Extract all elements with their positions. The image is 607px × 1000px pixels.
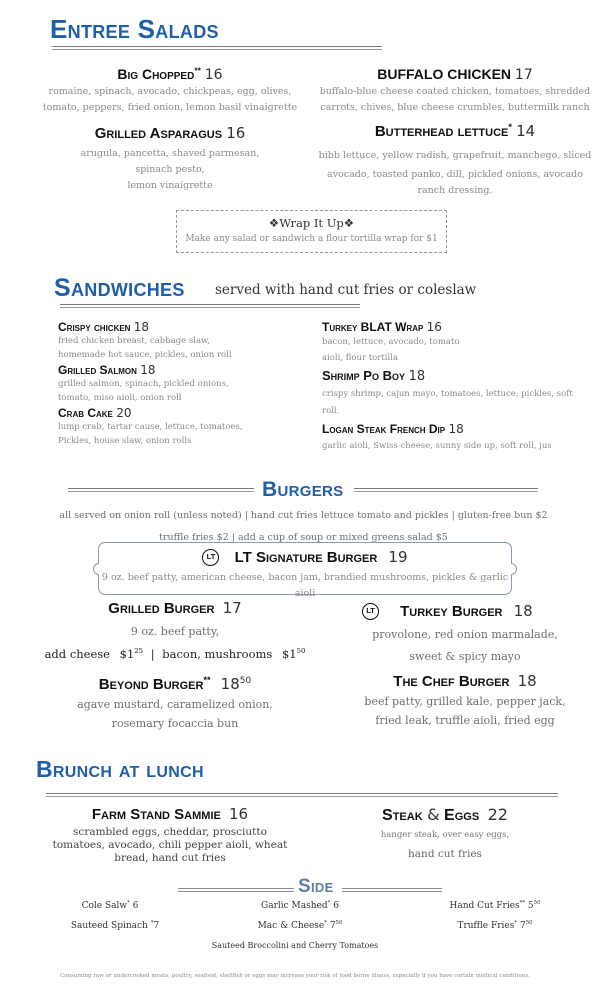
item-price: 16 bbox=[204, 67, 223, 83]
section-subtitle: served with hand cut fries or coleslaw bbox=[215, 282, 477, 298]
side-item: Hand Cut Fries** $5^{50}$ bbox=[449, 900, 541, 911]
item-price: 20 bbox=[116, 406, 132, 420]
section-title-sandwiches: Sandwiches bbox=[54, 274, 185, 302]
item-mark: * bbox=[508, 122, 512, 132]
item-name: The Chef Burger bbox=[393, 673, 510, 690]
item-price: 18 bbox=[133, 320, 150, 334]
item-price: 18 bbox=[140, 363, 156, 377]
sandwiches-right-column bbox=[322, 320, 592, 454]
lt-house-favorite-icon: LT bbox=[362, 603, 379, 620]
item-addons: add cheese $\$1^{25}$ | bacon, mushrooms $\$1^{50}$ bbox=[44, 647, 306, 661]
divider bbox=[52, 46, 382, 50]
side-item: Mac & Cheese* $7^{50}$ bbox=[257, 920, 343, 931]
divider bbox=[46, 793, 558, 797]
item-description: romaine, spinach, avocado, chickpeas, egg, olives, tomato, peppers, fried onion, lemon basil vinaigrette bbox=[42, 86, 298, 113]
item-price: 17 bbox=[514, 67, 533, 83]
item-description: beef patty, grilled kale, pepper jack, fried leak, truffle aioli, fried egg bbox=[364, 695, 566, 727]
item-name: Turkey BLAT Wrap bbox=[322, 320, 424, 334]
menu-item bbox=[58, 320, 308, 362]
menu-item bbox=[40, 66, 300, 116]
brace-right-icon bbox=[511, 563, 517, 575]
item-name: Logan Steak French Dip bbox=[322, 422, 446, 436]
menu-item bbox=[322, 368, 592, 420]
wrap-it-up-box bbox=[176, 210, 447, 253]
item-mark: ** bbox=[203, 675, 211, 685]
item-description: grilled salmon, spinach, pickled onions, tomato, miso aioli, onion roll bbox=[58, 379, 229, 403]
item-name: Butterhead lettuce bbox=[374, 123, 509, 140]
side-item: Truffle Fries* $7^{50}$ bbox=[457, 920, 533, 931]
item-description: agave mustard, caramelized onion, rosemary focaccia bun bbox=[77, 698, 273, 730]
menu-item bbox=[330, 672, 600, 730]
item-name: Shrimp Po Boy bbox=[322, 368, 405, 383]
item-name: Turkey Burger bbox=[400, 603, 503, 620]
item-description: lump crab, tartar cause, lettuce, tomatoes, Pickles, house slaw, onion rolls bbox=[58, 422, 243, 446]
menu-item bbox=[322, 422, 592, 454]
item-name: LT Signature Burger bbox=[234, 549, 378, 566]
menu-item bbox=[362, 601, 602, 620]
menu-item: Beyond Burger** $18^{50}$ agave mustard, caramelized onion, rosemary focaccia bun bbox=[40, 675, 310, 733]
item-price: 17 bbox=[222, 599, 242, 617]
section-title-brunch: Brunch at lunch bbox=[36, 756, 204, 782]
item-price: 18 bbox=[513, 602, 533, 620]
divider bbox=[342, 888, 442, 892]
burgers-notes: all served on onion roll (unless noted) | hand cut fries lettuce tomato and pickles | gluten-free bun $2 truffle fries $2 | add a cup of soup or mixed greens salad $5 bbox=[59, 510, 548, 543]
menu-item bbox=[40, 599, 310, 665]
menu-item bbox=[305, 66, 605, 116]
item-price: 16 bbox=[229, 805, 249, 823]
item-name: Grilled Salmon bbox=[58, 363, 137, 377]
brace-left-icon bbox=[93, 563, 99, 575]
menu-item: Steak & Eggs 22 hanger steak, over easy eggs, hand cut fries bbox=[320, 805, 570, 860]
menu-item bbox=[40, 124, 300, 194]
section-title-side: Side bbox=[298, 876, 334, 897]
item-name: Beyond Burger bbox=[98, 676, 204, 693]
menu-item bbox=[58, 363, 308, 405]
lt-house-favorite-icon: LT bbox=[202, 549, 219, 566]
item-price: 18 bbox=[220, 675, 240, 693]
ornament-icon: ❖ bbox=[343, 216, 355, 230]
item-price: 18 bbox=[448, 422, 464, 436]
menu-item bbox=[305, 122, 605, 199]
item-description: buffalo-blue cheese coated chicken, tomatoes, shredded carrots, chives, blue cheese crumbles, buttermilk ranch bbox=[319, 86, 591, 113]
item-mark: ** bbox=[194, 65, 201, 76]
divider bbox=[68, 488, 254, 492]
item-description: 9 oz. beef patty, bbox=[130, 625, 220, 638]
item-price: 18 bbox=[517, 672, 537, 690]
item-description: bacon, lettuce, avocado, tomato aioli, flour tortilla bbox=[322, 337, 460, 363]
divider bbox=[178, 888, 294, 892]
item-description: 9 oz. beef patty, american cheese, bacon jam, brandied mushrooms, pickles & garlic aioli bbox=[101, 572, 509, 599]
item-price: 14 bbox=[516, 122, 536, 140]
side-item: Cole Salw* 6 bbox=[81, 900, 139, 911]
item-description: garlic aioli, Swiss cheese, sunny side up, soft roll, jus bbox=[322, 441, 552, 451]
item-description: bibb lettuce, yellow radish, grapefruit, manchego, sliced avocado, toasted panko, dill, pickled onions, avocado ranch dressing. bbox=[318, 150, 592, 196]
item-price: 19 bbox=[388, 548, 408, 566]
item-description: hanger steak, over easy eggs, bbox=[380, 830, 510, 840]
wrap-title: Wrap It Up bbox=[279, 216, 344, 230]
item-description: fried chicken breast, cabbage slaw, homemade hot sauce, pickles, onion roll bbox=[58, 336, 232, 360]
item-name: Crispy chicken bbox=[58, 320, 131, 334]
menu-item bbox=[322, 320, 592, 366]
side-item: Sauteed Spinach *7 bbox=[70, 920, 160, 931]
item-price: 22 bbox=[487, 805, 508, 824]
item-name: Steak bbox=[382, 807, 423, 824]
item-description: scrambled eggs, cheddar, prosciutto tomatoes, avocado, chili pepper aioli, wheat bread, hand cut fries bbox=[52, 826, 288, 864]
item-price: 16 bbox=[226, 124, 246, 142]
menu-item bbox=[99, 547, 511, 566]
side-item: Sauteed Broccolini and Cherry Tomatoes bbox=[211, 941, 379, 950]
divider bbox=[354, 488, 538, 492]
item-description: arugula, pancetta, shaved parmesan, spinach pesto, lemon vinaigrette bbox=[80, 148, 260, 191]
item-name: Crab Cake bbox=[58, 406, 113, 420]
item-description: crispy shrimp, cajun mayo, tomatoes, lettuce, pickles, soft roll. bbox=[322, 389, 573, 416]
sandwiches-left-column bbox=[58, 320, 308, 448]
side-item: Garlic Mashed* 6 bbox=[261, 900, 339, 911]
item-name: Grilled Asparagus bbox=[94, 125, 223, 142]
item-name: BUFFALO CHICKEN bbox=[377, 66, 512, 82]
item-price: 16 bbox=[426, 320, 442, 334]
ornament-icon: ❖ bbox=[268, 216, 280, 230]
signature-burger-box bbox=[98, 542, 512, 599]
menu-item bbox=[40, 805, 300, 865]
item-name: Grilled Burger bbox=[108, 600, 215, 617]
section-title-burgers: Burgers bbox=[262, 478, 344, 501]
section-title-entree-salads: Entree Salads bbox=[50, 14, 219, 44]
divider bbox=[60, 304, 360, 308]
wrap-text: Make any salad or sandwich a flour tortilla wrap for $1 bbox=[185, 234, 438, 244]
item-name: Farm Stand Sammie bbox=[91, 806, 221, 823]
item-description: provolone, red onion marmalade, sweet & spicy mayo bbox=[372, 628, 558, 663]
food-safety-disclaimer: Consuming raw or undercooked meats, poultry, seafood, shellfish or eggs may increase your risk of food borne illness, especially if you have certain medical conditions. bbox=[60, 973, 530, 979]
menu-item bbox=[58, 406, 308, 448]
item-price: 18 bbox=[408, 369, 426, 384]
item-name: Big Chopped bbox=[117, 66, 195, 82]
